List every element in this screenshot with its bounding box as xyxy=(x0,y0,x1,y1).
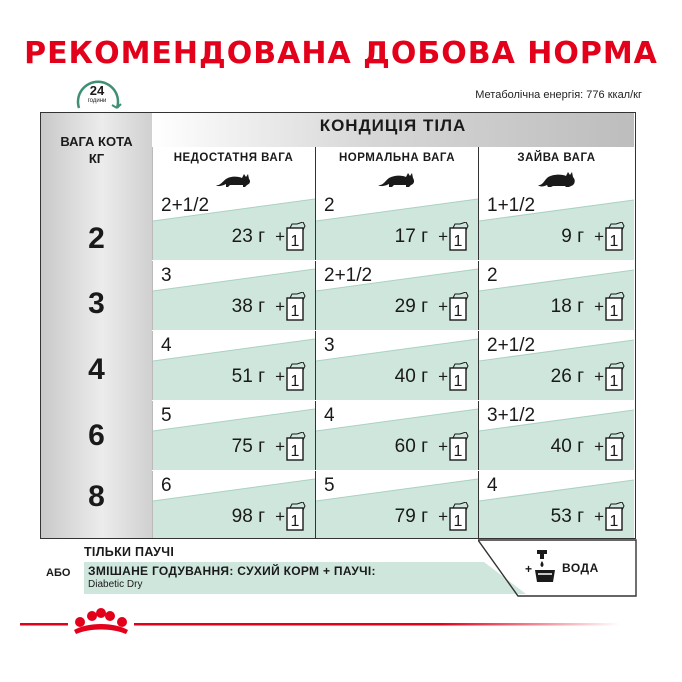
pouch-count: 4 xyxy=(161,335,172,356)
cat-icon xyxy=(375,168,419,188)
page-title: РЕКОМЕНДОВАНА ДОБОВА НОРМА xyxy=(24,36,658,71)
pouch-only-label: ТІЛЬКИ ПАУЧІ xyxy=(84,545,175,559)
pouch-pack-icon xyxy=(285,362,307,392)
pouch-count: 6 xyxy=(161,475,172,496)
dry-grams: 40 г xyxy=(550,436,584,457)
pack-number: 1 xyxy=(453,303,463,320)
pack-number: 1 xyxy=(453,233,463,250)
weight-value: 6 xyxy=(88,419,105,452)
weight-header-line2: КГ xyxy=(88,151,105,166)
plus-sign: + xyxy=(275,367,285,386)
plus-sign: + xyxy=(275,297,285,316)
pouch-pack-icon xyxy=(285,222,307,252)
pack-number: 1 xyxy=(290,513,300,530)
pouch-count: 3 xyxy=(161,265,172,286)
plus-sign: + xyxy=(594,367,604,386)
pouch-count: 1+1/2 xyxy=(487,195,536,216)
column-header-underweight xyxy=(152,150,315,190)
column-header-overweight xyxy=(479,150,634,190)
pouch-count: 4 xyxy=(324,405,335,426)
ration-cell xyxy=(153,401,315,470)
pouch-pack-icon xyxy=(604,432,626,462)
plus-sign: + xyxy=(275,507,285,526)
water-box xyxy=(478,539,638,597)
ration-cell xyxy=(316,261,478,330)
plus-sign: + xyxy=(594,297,604,316)
pack-number: 1 xyxy=(609,233,619,250)
ration-cell xyxy=(479,261,634,330)
plus-sign: + xyxy=(438,437,448,456)
pouch-pack-icon xyxy=(285,502,307,532)
pack-number: 1 xyxy=(290,233,300,250)
weight-value: 4 xyxy=(88,353,105,386)
plus-sign: + xyxy=(275,437,285,456)
plus-sign: + xyxy=(438,297,448,316)
dry-grams: 17 г xyxy=(394,226,428,247)
weight-value: 8 xyxy=(88,480,105,513)
dry-grams: 75 г xyxy=(231,436,265,457)
pack-number: 1 xyxy=(453,513,463,530)
pouch-count: 2+1/2 xyxy=(487,335,536,356)
ration-cell xyxy=(479,471,634,538)
pouch-count: 2 xyxy=(487,265,498,286)
condition-title: КОНДИЦІЯ ТІЛА xyxy=(319,116,467,135)
ration-cell xyxy=(479,191,634,260)
pouch-pack-icon xyxy=(448,222,470,252)
row-separator xyxy=(152,260,634,261)
dry-grams: 53 г xyxy=(550,506,584,527)
pouch-pack-icon xyxy=(448,362,470,392)
pouch-pack-icon xyxy=(604,362,626,392)
pouch-pack-icon xyxy=(448,502,470,532)
row-separator xyxy=(152,330,634,331)
column-header-normal xyxy=(316,150,478,190)
row-separator xyxy=(152,400,634,401)
dry-grams: 26 г xyxy=(550,366,584,387)
pack-number: 1 xyxy=(609,513,619,530)
weight-header xyxy=(41,133,152,167)
column-header-label: ЗАЙВА ВАГА xyxy=(517,152,596,164)
pouch-count: 4 xyxy=(487,475,498,496)
plus-sign: + xyxy=(275,227,285,246)
ration-cell xyxy=(153,261,315,330)
column-header-label: НЕДОСТАТНЯ ВАГА xyxy=(173,152,294,164)
badge-unit: години xyxy=(87,98,107,104)
plus-sign: + xyxy=(438,367,448,386)
ration-cell xyxy=(316,401,478,470)
pouch-count: 2 xyxy=(324,195,335,216)
plus-sign: + xyxy=(594,227,604,246)
dry-grams: 51 г xyxy=(231,366,265,387)
pouch-pack-icon xyxy=(604,502,626,532)
pack-number: 1 xyxy=(290,373,300,390)
plus-sign: + xyxy=(438,507,448,526)
plus-sign: + xyxy=(594,507,604,526)
dry-grams: 38 г xyxy=(231,296,265,317)
dry-grams: 79 г xyxy=(394,506,428,527)
pouch-count: 3 xyxy=(324,335,335,356)
dry-grams: 98 г xyxy=(231,506,265,527)
dry-grams: 60 г xyxy=(394,436,428,457)
dry-grams: 18 г xyxy=(550,296,584,317)
dry-grams: 29 г xyxy=(394,296,428,317)
ration-cell xyxy=(153,331,315,400)
pack-number: 1 xyxy=(609,443,619,460)
water-plus: + xyxy=(525,562,533,576)
pack-number: 1 xyxy=(453,373,463,390)
pouch-count: 2+1/2 xyxy=(161,195,210,216)
royal-canin-crown-icon xyxy=(68,608,134,638)
ration-cell xyxy=(316,331,478,400)
pouch-pack-icon xyxy=(285,292,307,322)
mixed-feeding-label: ЗМІШАНЕ ГОДУВАННЯ: СУХИЙ КОРМ + ПАУЧІ: xyxy=(88,564,376,578)
pouch-pack-icon xyxy=(448,292,470,322)
row-separator xyxy=(152,470,634,471)
pack-number: 1 xyxy=(609,303,619,320)
energy-label: Метаболічна енергія: 776 ккал/кг xyxy=(475,89,642,101)
ration-cell xyxy=(153,191,315,260)
ration-cell xyxy=(153,471,315,538)
pack-number: 1 xyxy=(290,443,300,460)
pouch-count: 5 xyxy=(161,405,172,426)
dry-grams: 9 г xyxy=(561,226,584,247)
column-header-label: НОРМАЛЬНА ВАГА xyxy=(338,152,456,164)
dry-grams: 23 г xyxy=(231,226,265,247)
dry-grams: 40 г xyxy=(394,366,428,387)
pack-number: 1 xyxy=(453,443,463,460)
clock-24-icon xyxy=(74,78,124,116)
weight-header-line1: ВАГА КОТА xyxy=(60,134,133,149)
pouch-pack-icon xyxy=(285,432,307,462)
or-label: АБО xyxy=(46,567,71,579)
pouch-count: 3+1/2 xyxy=(487,405,536,426)
weight-value: 3 xyxy=(88,287,105,320)
badge-number: 24 xyxy=(89,83,105,98)
pack-number: 1 xyxy=(290,303,300,320)
pack-number: 1 xyxy=(609,373,619,390)
cat-icon xyxy=(535,168,579,188)
pouch-count: 5 xyxy=(324,475,335,496)
pouch-count: 2+1/2 xyxy=(324,265,373,286)
ration-cell xyxy=(479,401,634,470)
weight-value: 2 xyxy=(88,222,105,255)
pouch-pack-icon xyxy=(448,432,470,462)
ration-cell xyxy=(316,191,478,260)
water-label: ВОДА xyxy=(562,561,599,575)
pouch-pack-icon xyxy=(604,292,626,322)
ration-cell xyxy=(479,331,634,400)
plus-sign: + xyxy=(438,227,448,246)
dry-product-name: Diabetic Dry xyxy=(88,579,143,590)
cat-icon xyxy=(212,168,256,188)
water-bowl-icon xyxy=(534,548,558,584)
pouch-pack-icon xyxy=(604,222,626,252)
ration-cell xyxy=(316,471,478,538)
plus-sign: + xyxy=(594,437,604,456)
